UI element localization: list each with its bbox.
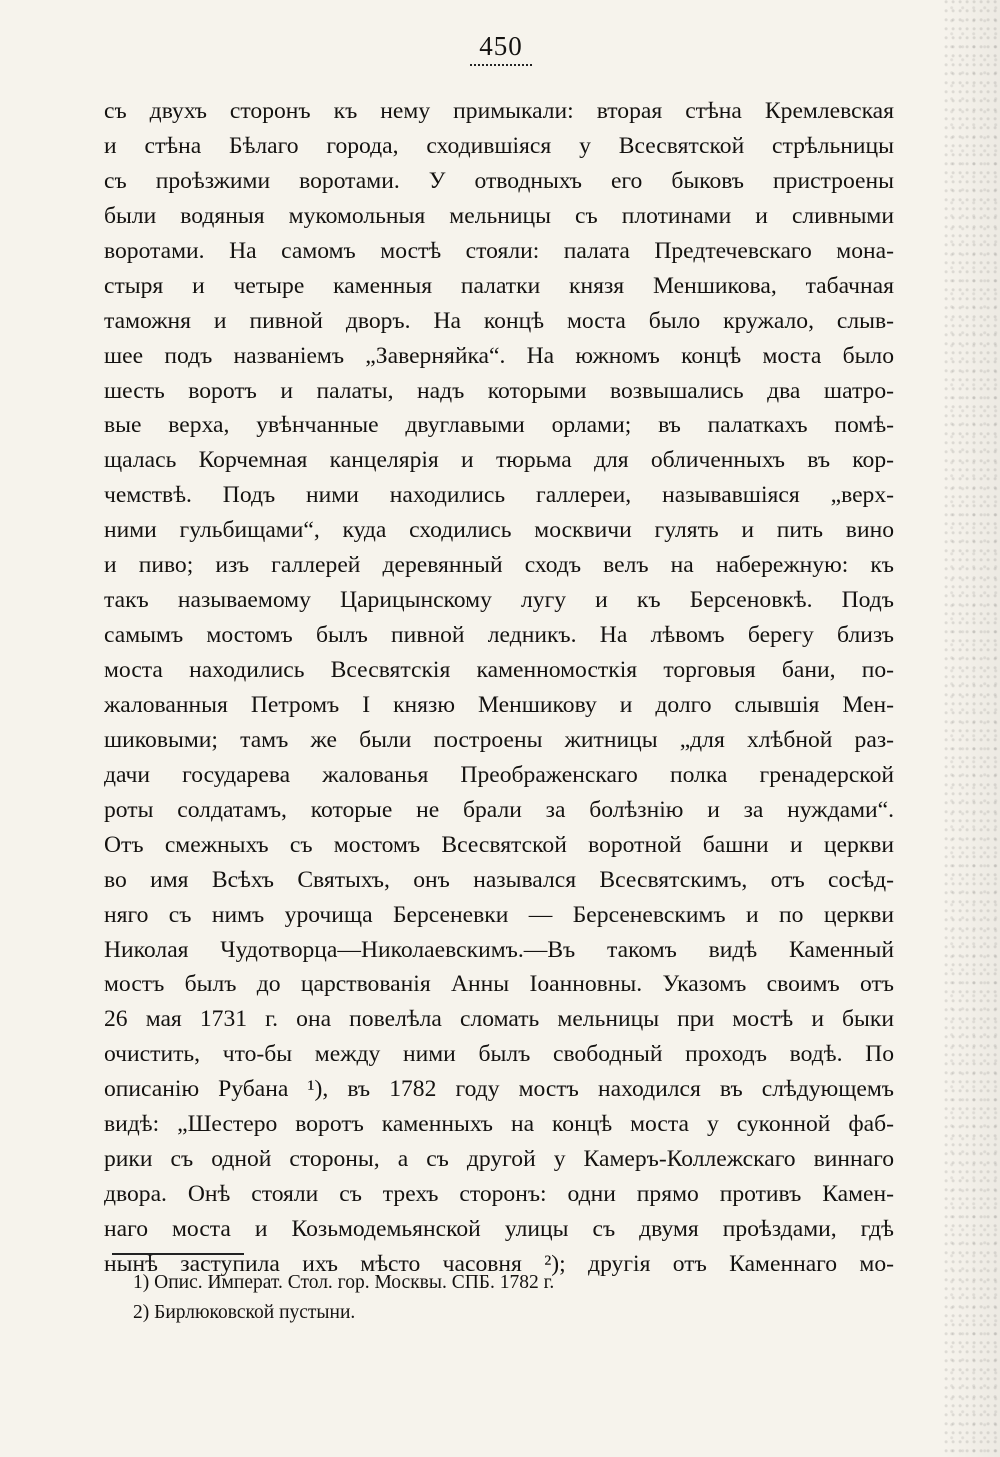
text-line: нынѣ заступила ихъ мѣсто часовня ²); другія отъ Каменнаго мо- (104, 1250, 894, 1277)
footnote-1: 1) Опис. Императ. Стол. гор. Москвы. СПБ. 1782 г. (133, 1272, 555, 1293)
page-number: 450 (479, 31, 523, 61)
text-line: Николая Чудотворца—Николаевскимъ.—Въ такомъ видѣ Каменный (104, 936, 894, 963)
text-line: шее подъ названіемъ „Заверняйка“. На южномъ концѣ моста было (104, 342, 894, 369)
text-line: моста находились Всесвятскія каменномосткія торговыя бани, по- (104, 657, 894, 683)
text-line: щалась Корчемная канцелярія и тюрьма для обличенныхъ въ кор- (104, 447, 894, 474)
text-line: Отъ смежныхъ съ мостомъ Всесвятской воротной башни и церкви (104, 831, 894, 858)
footnote-2: 2) Бирлюковской пустыни. (133, 1302, 356, 1323)
text-line: 26 мая 1731 г. она повелѣла сломать мельницы при мостѣ и быки (104, 1006, 894, 1033)
text-line: чемствѣ. Подъ ними находились галлереи, называвшіяся „верх- (104, 482, 894, 509)
footnote-separator (112, 1253, 244, 1255)
page-number-underline (470, 64, 532, 66)
text-line: наго моста и Козьмодемьянской улицы съ двумя проѣздами, гдѣ (104, 1216, 894, 1242)
text-line: няго съ нимъ урочища Берсеневки — Берсеневскимъ и по церкви (104, 901, 894, 928)
text-line: во имя Всѣхъ Святыхъ, онъ назывался Всесвятскимъ, отъ сосѣд- (104, 866, 894, 893)
text-line: дачи государева жалованья Преображенскаго полка гренадерской (104, 761, 894, 788)
text-line: шесть воротъ и палаты, надъ которыми возвышались два шатро- (104, 377, 894, 404)
text-line: и стѣна Бѣлаго города, сходившіяся у Всесвятской стрѣльницы (104, 132, 894, 159)
text-line: видѣ: „Шестеро воротъ каменныхъ на концѣ моста у суконной фаб- (104, 1111, 894, 1138)
text-line: роты солдатамъ, которые не брали за болѣзнію и за нуждами“. (104, 796, 894, 823)
text-line: воротами. На самомъ мостѣ стояли: палата Предтечевскаго мона- (104, 237, 894, 264)
text-line: такъ называемому Царицынскому лугу и къ Берсеновкѣ. Подъ (104, 587, 894, 614)
text-line: съ двухъ сторонъ къ нему примыкали: вторая стѣна Кремлевская (104, 98, 894, 124)
text-line: таможня и пивной дворъ. На концѣ моста было кружало, слыв- (104, 307, 894, 334)
text-line: мостъ былъ до царствованія Анны Іоанновны. Указомъ своимъ отъ (104, 971, 894, 998)
text-line: были водяныя мукомольныя мельницы съ плотинами и сливными (104, 202, 894, 229)
text-line: очистить, что-бы между ними былъ свободный проходъ водѣ. По (104, 1041, 894, 1068)
text-line: шиковыми; тамъ же были построены житницы „для хлѣбной раз- (104, 726, 894, 753)
text-line: стыря и четыре каменныя палатки князя Меншикова, табачная (104, 272, 894, 299)
text-line: и пиво; изъ галлерей деревянный сходъ велъ на набережную: къ (104, 552, 894, 579)
text-line: жалованныя Петромъ I князю Меншикову и долго слывшія Мен- (104, 691, 894, 718)
text-line: самымъ мостомъ былъ пивной ледникъ. На лѣвомъ берегу близъ (104, 622, 894, 649)
text-line: ними гульбищами“, куда сходились москвичи гулять и пить вино (104, 517, 894, 544)
footnotes (133, 1268, 753, 1328)
page-edge-shadow (944, 0, 1000, 1457)
text-line: описанію Рубана ¹), въ 1782 году мостъ находился въ слѣдующемъ (104, 1076, 894, 1103)
text-line: съ проѣзжими воротами. У отводныхъ его быковъ пристроены (104, 167, 894, 194)
body-text (104, 94, 894, 1282)
text-line: двора. Онѣ стояли съ трехъ сторонъ: одни прямо противъ Камен- (104, 1181, 894, 1208)
text-line: вые верха, увѣнчанные двуглавыми орлами; въ палаткахъ помѣ- (104, 412, 894, 439)
text-line: рики съ одной стороны, а съ другой у Камеръ-Коллежскаго виннаго (104, 1146, 894, 1173)
